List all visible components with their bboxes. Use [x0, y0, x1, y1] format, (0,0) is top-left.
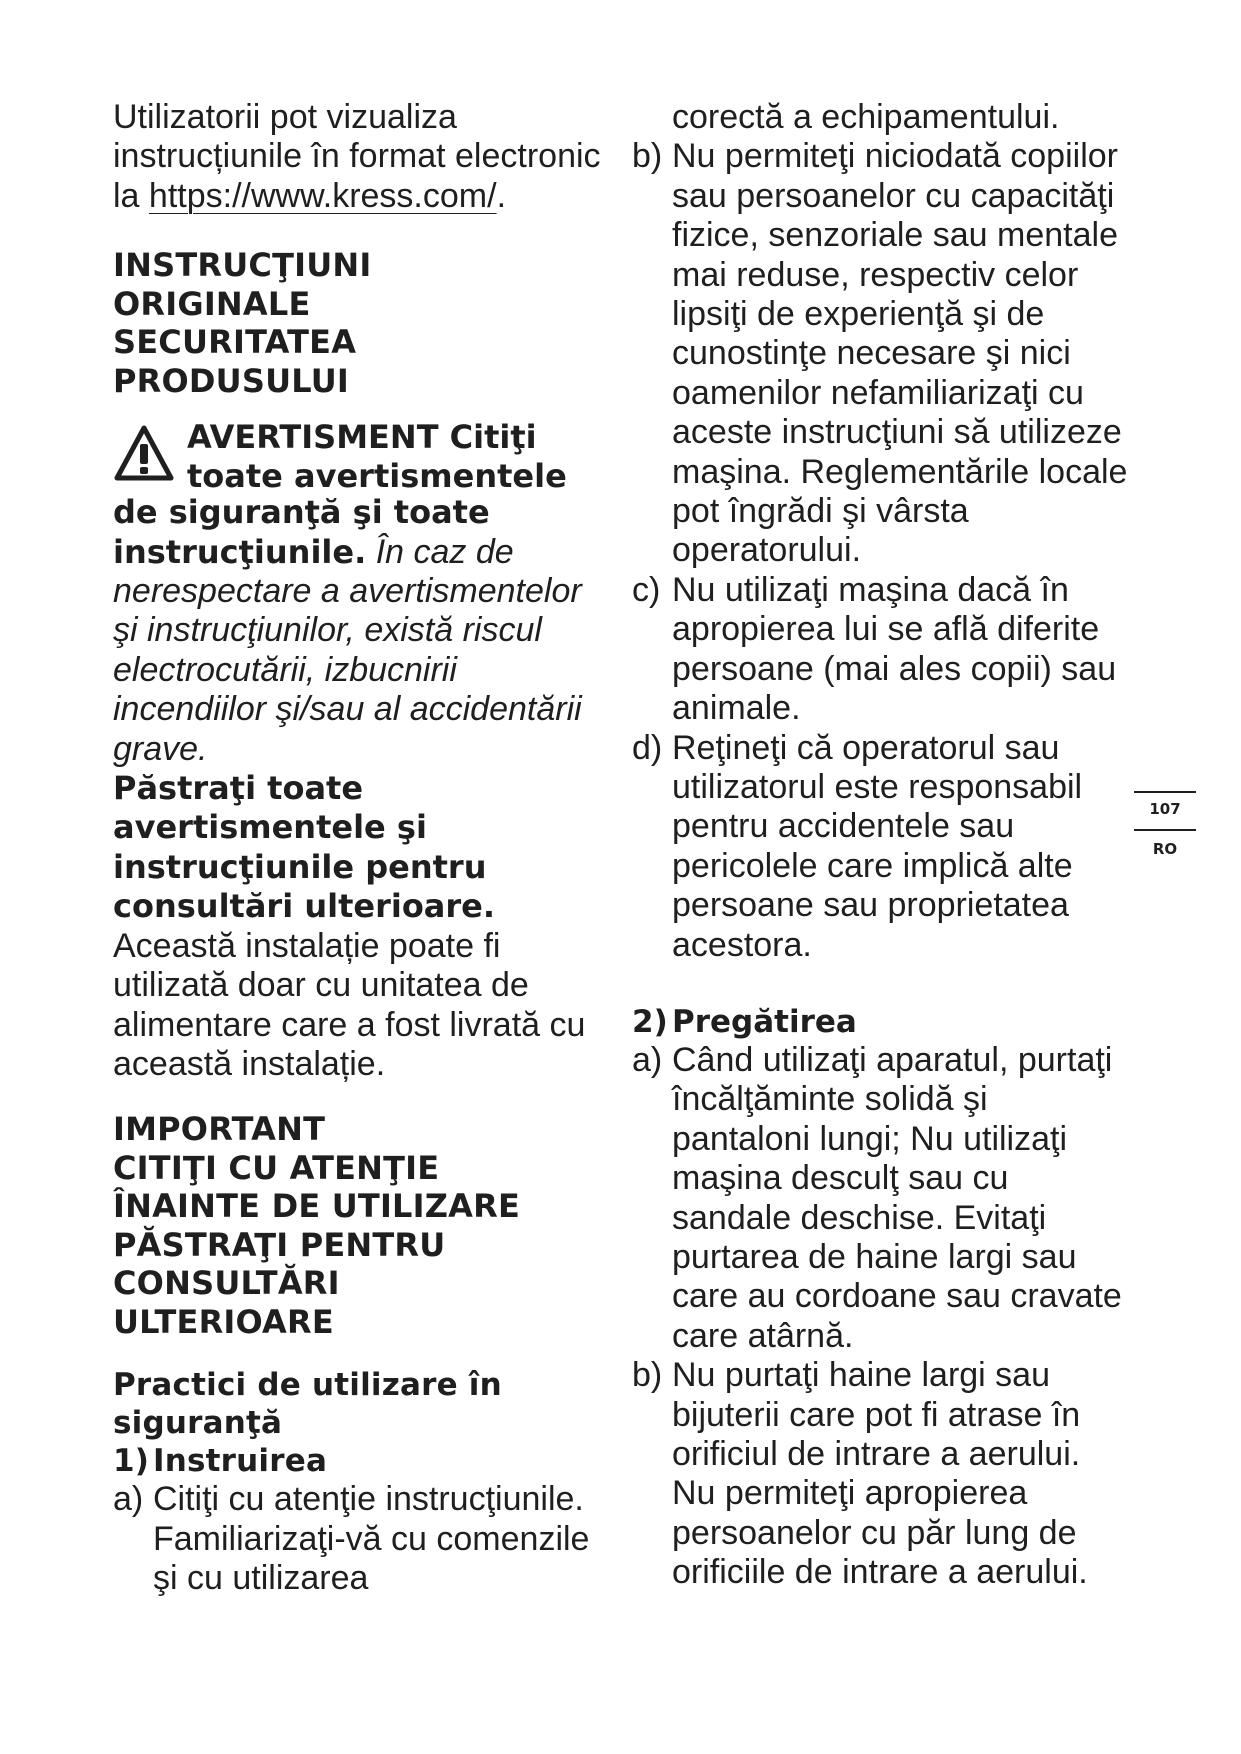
item-label: a) [632, 1040, 663, 1079]
list-item [632, 137, 1132, 570]
intro-paragraph [113, 98, 613, 216]
list-item [632, 1356, 1132, 1592]
list-item [632, 729, 1132, 965]
warning-italic: În caz de nerespectare a avertismentelor şi instrucţiunilor, există riscul electrocutării, izbucnirii incendiilor şi/sau al accidentării grave. [113, 532, 582, 768]
warning-header [113, 418, 613, 495]
section2-num: 2) [632, 1003, 668, 1040]
section2-title: Pregătirea [672, 1003, 857, 1040]
item-label: b) [632, 1356, 663, 1395]
warning-bold-start: AVERTISMENT Citiţi toate avertismentele [187, 418, 567, 495]
item-text: Nu utilizaţi maşina dacă în apropierea lui se află diferite persoane (mai ales copii) sau animale. [672, 570, 1117, 728]
section1-num: 1) [113, 1443, 150, 1480]
page-number: 107 [1149, 800, 1181, 818]
important-line: ÎNAINTE DE UTILIZARE [113, 1187, 521, 1226]
list-item [113, 1480, 613, 1598]
item-label: c) [632, 570, 661, 609]
continuation-text: corectă a echipamentului. [672, 98, 1060, 136]
important-line: PĂSTRAŢI PENTRU [113, 1225, 446, 1264]
important-line: ULTERIOARE [113, 1302, 334, 1341]
warning-block [113, 418, 613, 1084]
section1-heading [113, 1442, 613, 1480]
warning-bold-cont: de siguranţă şi toate instrucţiunile. [113, 493, 490, 571]
list-item [632, 571, 1132, 729]
original-instructions-title [113, 246, 613, 400]
keep-warnings-bold: Păstraţi toate avertismentele şi instrucţiunile pentru consultări ulterioare. [113, 769, 496, 926]
practici-block [113, 1366, 613, 1480]
item-label: b) [632, 137, 663, 176]
important-title [113, 1110, 613, 1341]
page-side-tab [1134, 791, 1196, 858]
item-text: Reţineţi că operatorul sau utilizatorul este responsabil pentru accidentele sau pericolele care implică alte persoane sau proprietatea acestora. [672, 728, 1083, 964]
important-line: IMPORTANT [113, 1110, 326, 1149]
list-item [632, 1041, 1132, 1356]
intro-end: . [496, 176, 507, 215]
title-line: INSTRUCŢIUNI [113, 246, 372, 285]
item-label: d) [632, 728, 663, 767]
language-code: RO [1152, 840, 1178, 858]
item-text: Nu purtaţi haine largi sau bijuterii care pot fi atrase în orificiul de intrare a aerului. Nu permiteţi apropierea persoanelor cu păr lung de orificiile de intrare a aerului. [672, 1356, 1088, 1592]
warning-paragraph [113, 493, 613, 1084]
title-line: PRODUSULUI [113, 361, 350, 400]
warning-triangle-icon [113, 424, 175, 482]
item-text: Când utilizaţi aparatul, purtaţi încălţăminte solidă şi pantaloni lungi; Nu utilizaţi maşina desculţ sau cu sandale deschise. Evitaţi purtarea de haine largi sau care au cordoane sau cravate care atârnă. [672, 1040, 1122, 1355]
power-unit-text: Această instalație poate fi utilizată doar cu unitatea de alimentare care a fost livrată cu această instalație. [113, 926, 586, 1083]
practici-title-line: Practici de utilizare în [113, 1367, 502, 1404]
title-line: SECURITATEA [113, 323, 357, 362]
item-text: Citiţi cu atenţie instrucţiunile. Familiarizaţi-vă cu comenzile şi cu utilizarea [153, 1480, 590, 1598]
right-column [632, 98, 1132, 1593]
title-line: ORIGINALE [113, 284, 311, 323]
item-text: Nu permiteţi niciodată copiilor sau persoanelor cu capacităţi fizice, senzoriale sau mentale mai reduse, respectiv celor lipsiţi de experienţă şi de cunostinţe necesare şi nici oamenilor nefamiliarizaţi cu aceste instrucţiuni să utilizeze maşina. Reglementările locale pot îngrădi şi vârsta operatorului. [672, 137, 1128, 570]
section2-heading [632, 1003, 1132, 1041]
item-label: a) [113, 1480, 144, 1519]
practici-title-line: siguranţă [113, 1405, 283, 1442]
important-line: CITIŢI CU ATENŢIE [113, 1148, 440, 1187]
left-column [113, 98, 613, 1599]
kress-website-link[interactable]: https://www.kress.com/ [148, 176, 497, 215]
intro-text: Utilizatorii pot vizualiza instrucțiunile în format electronic la [113, 98, 601, 215]
section1-title: Instruirea [153, 1443, 328, 1480]
important-line: CONSULTĂRI [113, 1264, 340, 1303]
